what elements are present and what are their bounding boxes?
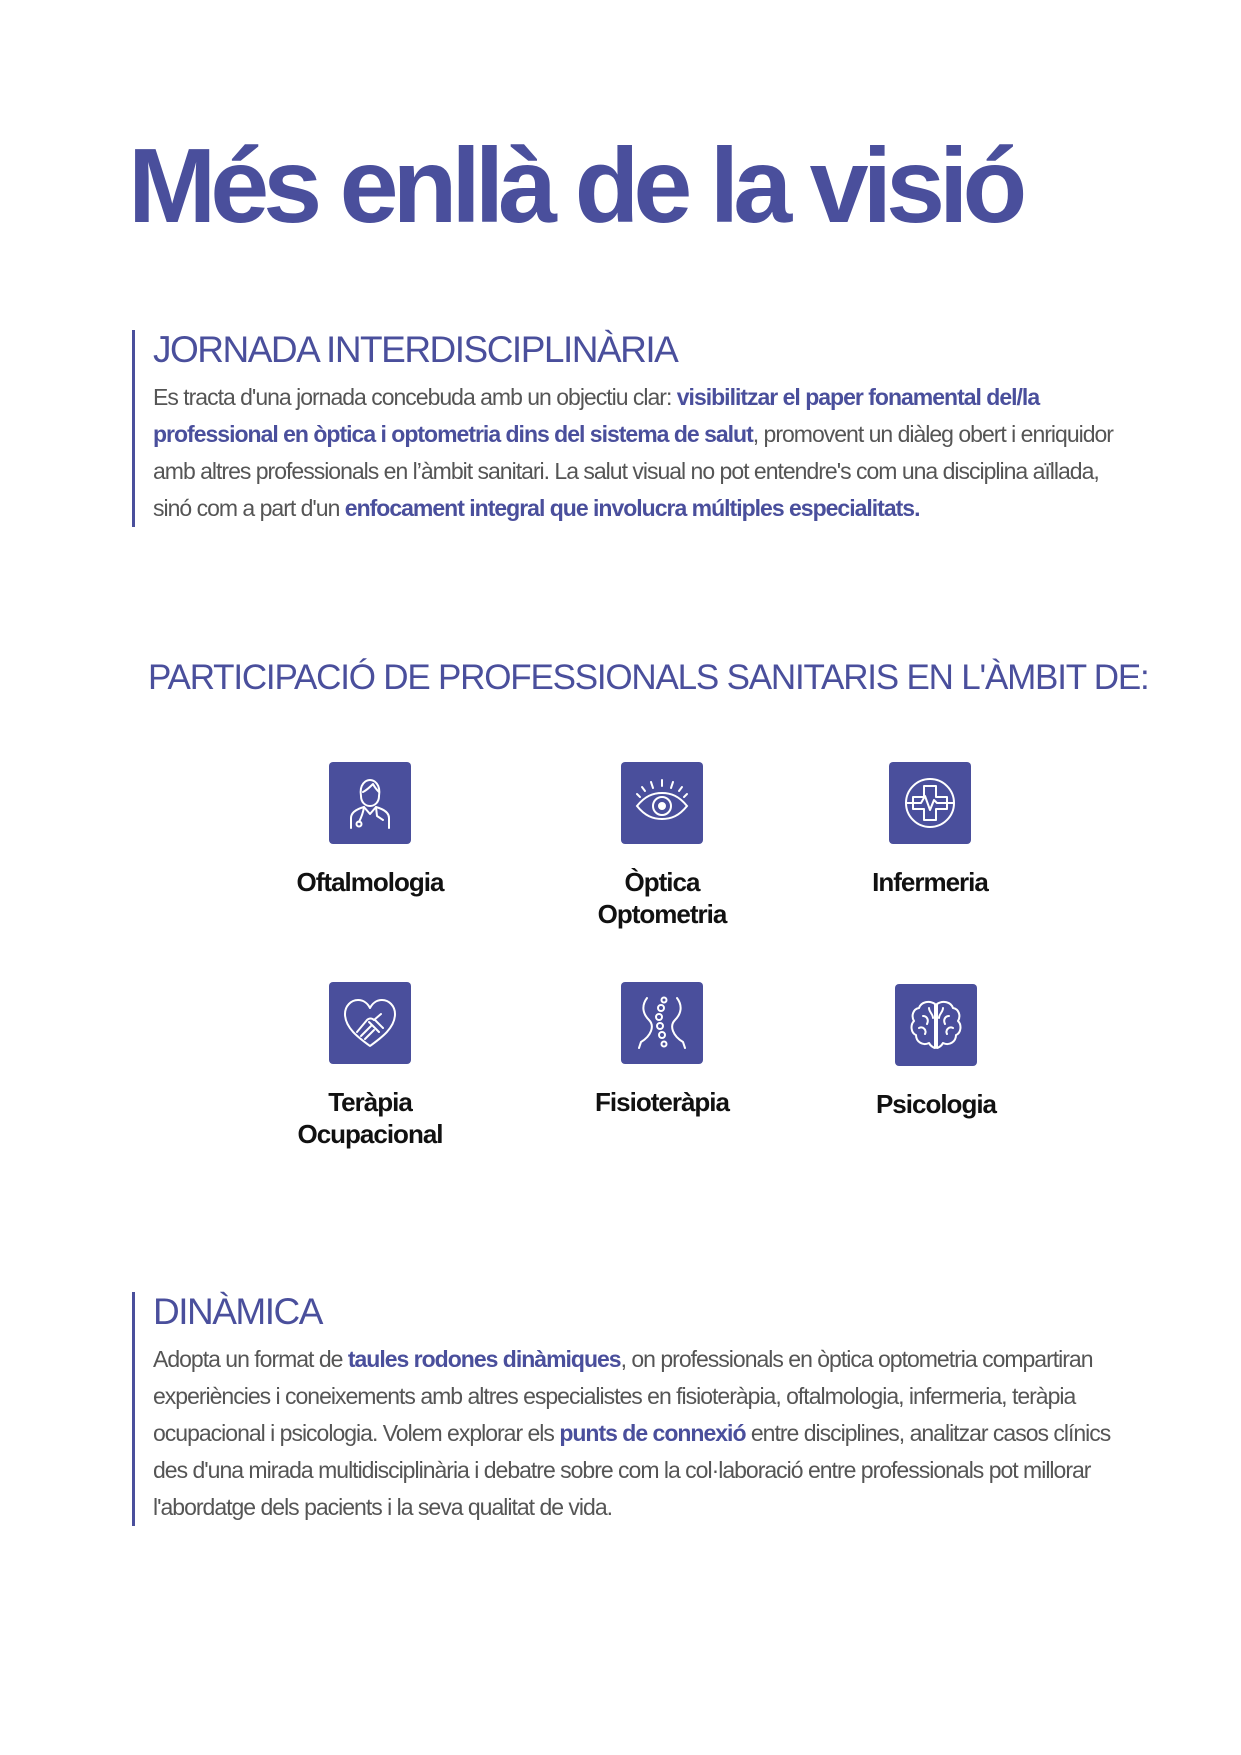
- medical-cross-icon: [889, 762, 971, 844]
- specialty-label: [240, 1086, 500, 1150]
- specialty-label-line1: Òptica: [624, 867, 700, 897]
- jornada-section: [132, 330, 1133, 527]
- jornada-text-part: Es tracta d'una jornada concebuda amb un objectiu clar:: [153, 383, 677, 410]
- dinamica-text-part: Adopta un format de: [153, 1345, 348, 1372]
- specialty-infermeria: [800, 762, 1060, 898]
- specialty-oftalmologia: [240, 762, 500, 898]
- dinamica-text-part: , on professionals en òptica optometria compartiran experiències i coneixements amb altres especialistes en fisioteràpia, oftalmologia, infermeria, teràpia ocupacional i psicologia. Volem explorar els: [153, 1345, 1093, 1446]
- dinamica-text: [153, 1341, 1133, 1526]
- brain-icon: [895, 984, 977, 1066]
- jornada-heading: JORNADA INTERDISCIPLINÀRIA: [153, 329, 678, 370]
- specialty-label-line1: Fisioteràpia: [595, 1087, 729, 1117]
- heart-hands-icon: [329, 982, 411, 1064]
- participation-heading: PARTICIPACIÓ DE PROFESSIONALS SANITARIS EN L'ÀMBIT DE:: [148, 658, 1149, 697]
- specialty-fisioterapia: [532, 982, 792, 1118]
- specialty-label: [806, 1088, 1066, 1120]
- jornada-highlight: enfocament integral que involucra múltiples especialitats.: [344, 494, 920, 521]
- specialty-terapia-ocupacional: [240, 982, 500, 1150]
- specialty-label-line1: Infermeria: [872, 867, 988, 897]
- specialty-label: [240, 866, 500, 898]
- jornada-text: [153, 379, 1133, 527]
- specialty-label: [532, 1086, 792, 1118]
- jornada-highlight: visibilitzar el paper fonamental del/la professional en òptica i optometria dins del sistema de salut: [153, 383, 1040, 447]
- specialty-label-line1: Teràpia: [328, 1087, 412, 1117]
- jornada-text-part: , promovent un diàleg obert i enriquidor amb altres professionals en l’àmbit sanitari. La salut visual no pot entendre's com una disciplina aïllada, sinó com a part d'un: [153, 420, 1113, 521]
- dinamica-highlight: punts de connexió: [559, 1419, 746, 1446]
- dinamica-heading: DINÀMICA: [153, 1291, 322, 1332]
- specialty-label-line1: Psicologia: [875, 1089, 997, 1119]
- specialty-label: [532, 866, 792, 930]
- doctor-icon: [329, 762, 411, 844]
- spine-icon: [621, 982, 703, 1064]
- specialty-label: [800, 866, 1060, 898]
- specialty-label-line2: Optometria: [597, 899, 727, 929]
- dinamica-section: [132, 1292, 1133, 1526]
- specialty-label-line1: Oftalmologia: [296, 867, 444, 897]
- specialty-psicologia: [806, 984, 1066, 1120]
- eye-icon: [621, 762, 703, 844]
- dinamica-highlight: taules rodones dinàmiques: [347, 1345, 621, 1372]
- specialty-label-line2: Ocupacional: [297, 1119, 443, 1149]
- dinamica-text-part: entre disciplines, analitzar casos clínics des d'una mirada multidisciplinària i debatre sobre com la col·laboració entre professionals pot millorar l'abordatge dels pacients i la seva qualitat de vida.: [153, 1419, 1111, 1520]
- specialty-optica: [532, 762, 792, 930]
- page-title: Més enllà de la visió: [128, 127, 1022, 245]
